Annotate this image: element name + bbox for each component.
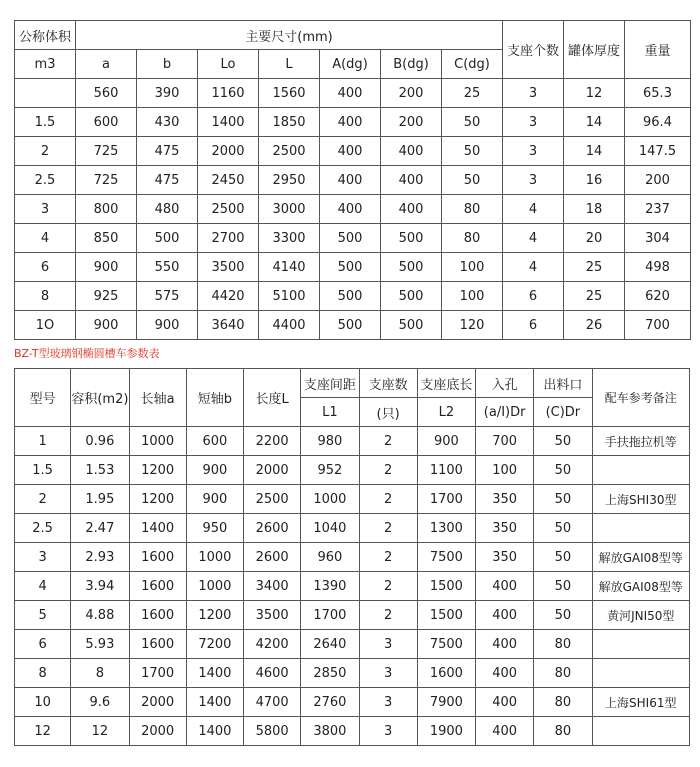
table-cell: 3.94 [71, 572, 129, 601]
header-col-a: a [76, 50, 137, 79]
table-cell: 550 [137, 253, 198, 282]
table-row [15, 224, 691, 253]
table-cell: 50 [534, 456, 592, 485]
table-cell: 1000 [186, 572, 243, 601]
table-cell: 500 [381, 311, 442, 340]
table-cell: 7200 [186, 630, 243, 659]
table-cell: 8 [15, 659, 71, 688]
table-cell: 2850 [301, 659, 359, 688]
table-cell: 2700 [198, 224, 259, 253]
header-row [15, 21, 691, 50]
header-l1: L1 [301, 398, 359, 427]
table-cell: 3500 [244, 601, 301, 630]
header-outlet: 出料口 [534, 369, 592, 398]
table-cell: 2500 [198, 195, 259, 224]
table-cell: 1390 [301, 572, 359, 601]
table-cell: 500 [381, 253, 442, 282]
table-cell: 304 [625, 224, 691, 253]
table-cell: 1500 [417, 601, 475, 630]
table-cell: 1500 [417, 572, 475, 601]
table-cell: 400 [476, 601, 534, 630]
table-cell: 725 [76, 137, 137, 166]
table-cell: 200 [625, 166, 691, 195]
header-shell-thickness: 罐体厚度 [564, 21, 625, 79]
table-cell: 475 [137, 137, 198, 166]
table-cell: 575 [137, 282, 198, 311]
table-row [15, 630, 690, 659]
table-cell: 600 [76, 108, 137, 137]
table-cell: 1000 [186, 543, 243, 572]
table-cell: 2 [359, 456, 417, 485]
table-row [15, 543, 690, 572]
table-cell: 4140 [259, 253, 320, 282]
table-cell: 400 [320, 137, 381, 166]
table-cell: 96.4 [625, 108, 691, 137]
table-cell: 解放GAI08型等 [592, 543, 690, 572]
table-cell: 500 [381, 224, 442, 253]
table-cell: 4 [503, 253, 564, 282]
table-cell: 400 [476, 688, 534, 717]
table-cell: 3 [503, 108, 564, 137]
table-cell: 700 [476, 427, 534, 456]
table-cell: 12 [71, 717, 129, 746]
table-cell: 4 [15, 224, 76, 253]
header-manhole-dr: (a/I)Dr [476, 398, 534, 427]
table-cell: 4.88 [71, 601, 129, 630]
table-cell: 925 [76, 282, 137, 311]
table-cell: 7500 [417, 543, 475, 572]
table-cell: 80 [442, 224, 503, 253]
table-cell: 1400 [186, 659, 243, 688]
table-cell: 50 [442, 137, 503, 166]
table-cell: 3 [359, 717, 417, 746]
table-cell: 3 [359, 659, 417, 688]
table-cell: 2500 [244, 485, 301, 514]
table-cell: 2.93 [71, 543, 129, 572]
table-cell: 50 [534, 543, 592, 572]
tanker-params-table [14, 368, 690, 746]
table-cell: 500 [320, 253, 381, 282]
header-col-a-dg: A(dg) [320, 50, 381, 79]
table-cell: 5800 [244, 717, 301, 746]
table-cell: 560 [76, 79, 137, 108]
table-cell: 4420 [198, 282, 259, 311]
table-row [15, 79, 691, 108]
table-cell: 80 [442, 195, 503, 224]
header-col-lo: Lo [198, 50, 259, 79]
table-cell [592, 514, 690, 543]
table-cell: 50 [534, 485, 592, 514]
table-cell: 980 [301, 427, 359, 456]
table-cell: 390 [137, 79, 198, 108]
table-cell: 8 [71, 659, 129, 688]
table-cell: 7900 [417, 688, 475, 717]
table-cell: 2 [359, 543, 417, 572]
table-cell: 200 [381, 79, 442, 108]
table-row [15, 311, 691, 340]
table-cell: 2450 [198, 166, 259, 195]
table-cell: 1200 [186, 601, 243, 630]
table-cell: 1.5 [15, 456, 71, 485]
table-cell: 4700 [244, 688, 301, 717]
table-cell: 1.5 [15, 108, 76, 137]
table-cell: 1000 [129, 427, 186, 456]
table-cell: 3 [359, 630, 417, 659]
table-cell: 1200 [129, 485, 186, 514]
table-cell: 5.93 [71, 630, 129, 659]
table-cell: 2 [359, 485, 417, 514]
table-cell: 1600 [129, 572, 186, 601]
table-cell: 2 [359, 427, 417, 456]
table-cell: 400 [320, 79, 381, 108]
table-cell: 手扶拖拉机等 [592, 427, 690, 456]
table-cell: 2000 [244, 456, 301, 485]
table-row [15, 572, 690, 601]
table-cell: 1400 [186, 688, 243, 717]
table-cell: 3 [503, 137, 564, 166]
table-row [15, 688, 690, 717]
table-cell: 350 [476, 514, 534, 543]
table-cell: 900 [417, 427, 475, 456]
table-cell: 6 [15, 630, 71, 659]
table-row [15, 601, 690, 630]
table-cell: 14 [564, 108, 625, 137]
table-cell: 500 [137, 224, 198, 253]
table-row [15, 514, 690, 543]
table-cell: 952 [301, 456, 359, 485]
header-length: 长度L [244, 369, 301, 427]
table-cell: 3 [15, 195, 76, 224]
table-cell: 2500 [259, 137, 320, 166]
table-cell: 4 [503, 195, 564, 224]
table-cell: 400 [381, 137, 442, 166]
table-cell: 80 [534, 659, 592, 688]
table-cell: 2.47 [71, 514, 129, 543]
table-cell: 4 [503, 224, 564, 253]
table-row [15, 456, 690, 485]
table-cell: 2.5 [15, 166, 76, 195]
header-support-count: 支座个数 [503, 21, 564, 79]
table-cell: 2 [359, 601, 417, 630]
table-cell: 3000 [259, 195, 320, 224]
table-cell: 50 [442, 166, 503, 195]
header-l2: L2 [417, 398, 475, 427]
table-cell: 1700 [417, 485, 475, 514]
table-cell: 16 [564, 166, 625, 195]
table-cell: 2 [15, 485, 71, 514]
header-col-b: b [137, 50, 198, 79]
table-cell: 725 [76, 166, 137, 195]
table-cell: 1040 [301, 514, 359, 543]
table-cell: 480 [137, 195, 198, 224]
table-cell: 9.6 [71, 688, 129, 717]
table-cell: 7500 [417, 630, 475, 659]
table-cell: 1850 [259, 108, 320, 137]
table-cell: 700 [625, 311, 691, 340]
table-cell: 4400 [259, 311, 320, 340]
table-cell: 400 [381, 195, 442, 224]
table-cell: 350 [476, 543, 534, 572]
table-cell: 50 [442, 108, 503, 137]
table-cell: 3500 [198, 253, 259, 282]
table-cell: 2 [15, 137, 76, 166]
table-cell [592, 717, 690, 746]
table-cell: 500 [381, 282, 442, 311]
table-cell: 5100 [259, 282, 320, 311]
table-cell: 3400 [244, 572, 301, 601]
table2-caption: BZ-T型玻璃钢椭圆槽车参数表 [14, 347, 160, 360]
table-cell: 1700 [301, 601, 359, 630]
table-cell: 8 [15, 282, 76, 311]
header-pcs: (只) [359, 398, 417, 427]
table-row [15, 137, 691, 166]
table-cell: 1900 [417, 717, 475, 746]
header-weight: 重量 [625, 21, 691, 79]
table-cell: 400 [476, 659, 534, 688]
table-cell: 120 [442, 311, 503, 340]
table-cell: 500 [320, 311, 381, 340]
table-cell: 65.3 [625, 79, 691, 108]
table-cell: 14 [564, 137, 625, 166]
table-cell [15, 79, 76, 108]
table-cell: 400 [320, 166, 381, 195]
table-cell: 400 [320, 108, 381, 137]
table-cell: 2640 [301, 630, 359, 659]
table-cell: 20 [564, 224, 625, 253]
header-model: 型号 [15, 369, 71, 427]
table-cell: 1600 [417, 659, 475, 688]
header-support-count: 支座数 [359, 369, 417, 398]
tank-dimensions-table [14, 20, 691, 340]
header-col-c-dg: C(dg) [442, 50, 503, 79]
table-cell: 25 [564, 253, 625, 282]
header-unit: m3 [15, 50, 76, 79]
table-cell [592, 659, 690, 688]
table-cell: 620 [625, 282, 691, 311]
table-cell: 500 [320, 282, 381, 311]
header-manhole: 入孔 [476, 369, 534, 398]
header-col-l: L [259, 50, 320, 79]
table-cell: 1400 [129, 514, 186, 543]
table-cell: 26 [564, 311, 625, 340]
table-cell: 600 [186, 427, 243, 456]
header-major-axis: 长轴a [129, 369, 186, 427]
table-cell: 1100 [417, 456, 475, 485]
header-main-dims: 主要尺寸(mm) [76, 21, 503, 50]
table-cell: 12 [564, 79, 625, 108]
table-row [15, 166, 691, 195]
table-cell: 900 [137, 311, 198, 340]
table-cell: 1400 [186, 717, 243, 746]
header-vehicle-notes: 配车参考备注 [592, 369, 690, 427]
table-cell: 2 [359, 572, 417, 601]
table-cell [592, 456, 690, 485]
table-cell: 2000 [198, 137, 259, 166]
table-cell: 100 [442, 253, 503, 282]
table-cell: 1200 [129, 456, 186, 485]
table-row [15, 195, 691, 224]
table-cell: 950 [186, 514, 243, 543]
table-cell: 900 [76, 311, 137, 340]
table-cell: 18 [564, 195, 625, 224]
table-cell: 900 [186, 485, 243, 514]
table-cell: 2 [359, 514, 417, 543]
table-cell: 1300 [417, 514, 475, 543]
table-cell: 400 [476, 717, 534, 746]
table-cell: 6 [503, 311, 564, 340]
table-cell: 498 [625, 253, 691, 282]
header-support-spacing: 支座间距 [301, 369, 359, 398]
table-row [15, 108, 691, 137]
table-cell: 850 [76, 224, 137, 253]
table-cell: 1700 [129, 659, 186, 688]
table-cell: 25 [564, 282, 625, 311]
table-cell: 黄河JNI50型 [592, 601, 690, 630]
table-cell: 800 [76, 195, 137, 224]
table-cell: 400 [476, 572, 534, 601]
table-cell: 4 [15, 572, 71, 601]
table-cell: 3 [503, 166, 564, 195]
table-row [15, 717, 690, 746]
table-cell: 6 [503, 282, 564, 311]
table-cell: 50 [534, 427, 592, 456]
table-cell: 25 [442, 79, 503, 108]
table-row [15, 485, 690, 514]
table-cell: 3 [15, 543, 71, 572]
table-cell: 237 [625, 195, 691, 224]
table-cell: 1600 [129, 601, 186, 630]
table-cell: 2600 [244, 514, 301, 543]
table-cell: 5 [15, 601, 71, 630]
table-cell: 960 [301, 543, 359, 572]
table-cell: 3 [359, 688, 417, 717]
header-row [15, 369, 690, 398]
table-cell: 147.5 [625, 137, 691, 166]
table-cell: 1560 [259, 79, 320, 108]
table-cell: 50 [534, 514, 592, 543]
table-cell: 50 [534, 601, 592, 630]
table-cell: 3640 [198, 311, 259, 340]
table-cell: 900 [186, 456, 243, 485]
table-cell: 50 [534, 572, 592, 601]
table-cell: 10 [15, 688, 71, 717]
table-cell: 430 [137, 108, 198, 137]
table-row [15, 253, 691, 282]
table-cell: 2600 [244, 543, 301, 572]
table-cell: 2950 [259, 166, 320, 195]
table-row [15, 427, 690, 456]
table-cell: 1160 [198, 79, 259, 108]
table-cell: 1600 [129, 543, 186, 572]
table-cell: 400 [320, 195, 381, 224]
table-cell: 解放GAI08型等 [592, 572, 690, 601]
header-volume: 容积(m2) [71, 369, 129, 427]
table-cell: 上海SHI30型 [592, 485, 690, 514]
table-cell: 4200 [244, 630, 301, 659]
table-cell: 500 [320, 224, 381, 253]
table-cell: 1.95 [71, 485, 129, 514]
table-cell: 200 [381, 108, 442, 137]
table-cell: 80 [534, 688, 592, 717]
table-cell: 2760 [301, 688, 359, 717]
header-col-b-dg: B(dg) [381, 50, 442, 79]
table-cell: 3300 [259, 224, 320, 253]
table-cell: 上海SHI61型 [592, 688, 690, 717]
table-cell: 350 [476, 485, 534, 514]
table-cell: 80 [534, 717, 592, 746]
table-cell: 1400 [198, 108, 259, 137]
table-cell: 2000 [129, 717, 186, 746]
table-cell: 12 [15, 717, 71, 746]
table-cell: 1O [15, 311, 76, 340]
table-cell: 0.96 [71, 427, 129, 456]
table-cell: 80 [534, 630, 592, 659]
table-cell: 100 [442, 282, 503, 311]
table-cell: 1.53 [71, 456, 129, 485]
table-row [15, 282, 691, 311]
table-cell: 900 [76, 253, 137, 282]
header-support-base-length: 支座底长 [417, 369, 475, 398]
table-cell: 2200 [244, 427, 301, 456]
table-cell: 2000 [129, 688, 186, 717]
table-cell: 1 [15, 427, 71, 456]
table-row [15, 659, 690, 688]
table-cell: 475 [137, 166, 198, 195]
table-cell: 400 [381, 166, 442, 195]
header-outlet-dr: (C)Dr [534, 398, 592, 427]
table-cell: 3 [503, 79, 564, 108]
header-minor-axis: 短轴b [186, 369, 243, 427]
table-cell: 1000 [301, 485, 359, 514]
table-cell: 4600 [244, 659, 301, 688]
table-cell: 1600 [129, 630, 186, 659]
table-cell [592, 630, 690, 659]
table-cell: 2.5 [15, 514, 71, 543]
table-cell: 6 [15, 253, 76, 282]
header-nominal-volume: 公称体积 [15, 21, 76, 50]
table-cell: 3800 [301, 717, 359, 746]
table-cell: 400 [476, 630, 534, 659]
table-cell: 100 [476, 456, 534, 485]
